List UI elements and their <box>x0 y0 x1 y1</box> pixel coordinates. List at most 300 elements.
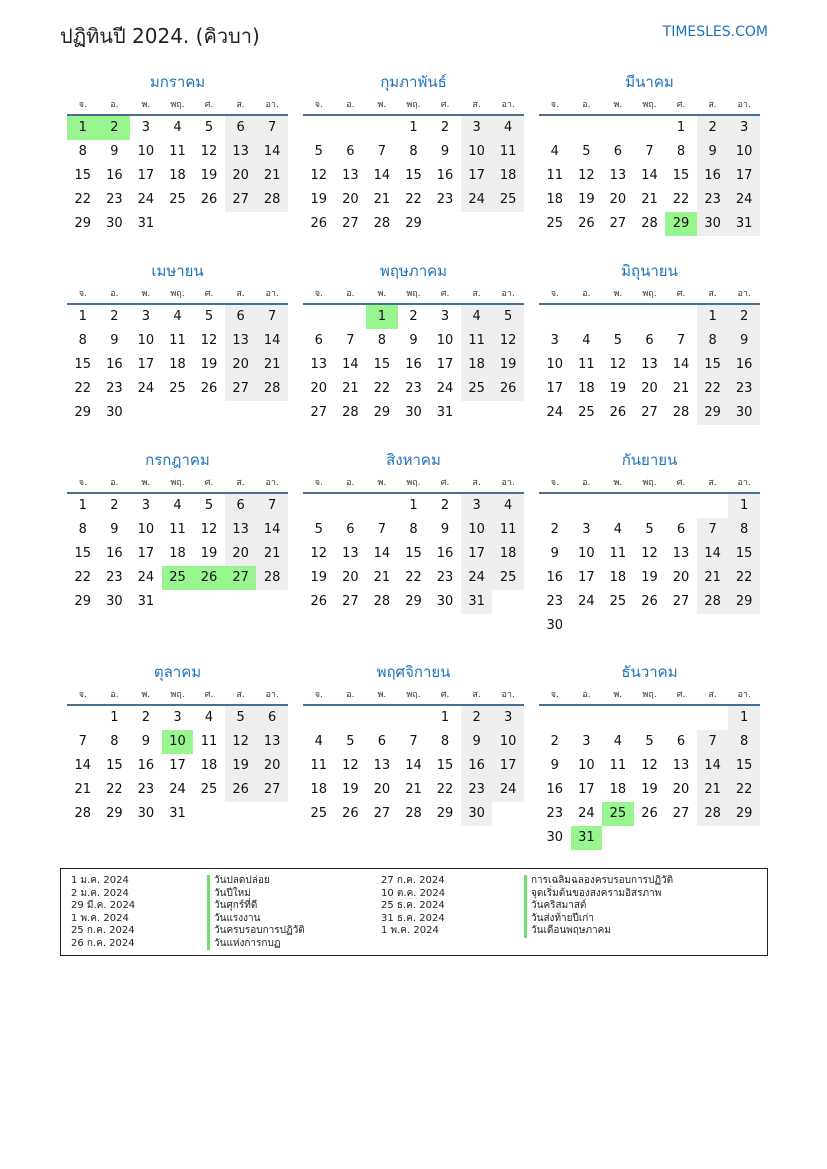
day-cell: 23 <box>106 381 123 396</box>
day-cell: 16 <box>405 357 422 372</box>
day-cell: 4 <box>492 494 524 518</box>
day-cell: 21 <box>672 381 690 396</box>
empty-cell <box>602 706 634 730</box>
day-cell: 27 <box>373 806 391 821</box>
day-cell: 30 <box>546 618 564 633</box>
day-cell: 25 <box>169 381 186 396</box>
weekday-label: ส. <box>236 690 245 700</box>
day-cell: 29 <box>106 806 123 821</box>
day-cell: 20 <box>672 570 690 585</box>
holiday-names-right <box>524 875 673 938</box>
day-cell: 15 <box>74 168 92 183</box>
day-cell: 25 <box>609 594 627 609</box>
day-cell: 12 <box>492 329 524 353</box>
weekday-label: พ. <box>613 478 623 488</box>
day-cell: 8 <box>78 333 87 348</box>
day-cell: 30 <box>106 594 123 609</box>
day-cell: 12 <box>200 522 218 537</box>
weekday-label: ศ. <box>440 289 450 299</box>
empty-cell <box>303 116 335 140</box>
day-cell: 3 <box>550 333 559 348</box>
day-cell: 5 <box>204 309 214 324</box>
day-cell: 21 <box>405 782 422 797</box>
month-calendar <box>67 448 288 614</box>
empty-cell <box>335 494 367 518</box>
day-cell: 6 <box>645 333 654 348</box>
weekday-label: อา. <box>501 690 515 700</box>
day-cell: 2 <box>440 498 450 513</box>
day-cell: 17 <box>137 168 155 183</box>
weekday-label: พ. <box>141 690 151 700</box>
day-cell: 27 <box>256 778 288 802</box>
day-cell: 10 <box>137 522 155 537</box>
day-cell: 28 <box>697 802 729 826</box>
month-calendar <box>67 259 288 425</box>
day-cell: 8 <box>728 730 760 754</box>
day-cell: 12 <box>200 333 218 348</box>
weekday-header <box>67 94 288 116</box>
day-cell: 2 <box>110 498 119 513</box>
day-cell: 3 <box>141 309 151 324</box>
day-cell: 22 <box>728 778 760 802</box>
day-cell: 7 <box>256 494 288 518</box>
day-cell: 6 <box>613 144 623 159</box>
day-cell: 16 <box>461 754 493 778</box>
day-cell: 22 <box>106 782 123 797</box>
day-cell: 5 <box>314 144 323 159</box>
day-cell: 23 <box>461 778 493 802</box>
day-cell: 15 <box>728 754 760 778</box>
day-cell: 24 <box>461 566 493 590</box>
day-cell: 11 <box>609 546 627 561</box>
weekday-label: พ. <box>377 100 387 110</box>
day-cell: 7 <box>676 333 686 348</box>
day-cell: 29 <box>405 594 422 609</box>
day-cell: 17 <box>578 570 595 585</box>
day-cell: 27 <box>641 405 658 420</box>
day-cell: 20 <box>373 782 391 797</box>
day-cell: 31 <box>169 806 186 821</box>
day-cell: 10 <box>578 546 595 561</box>
holiday-day: 1 <box>366 305 398 329</box>
weekday-label: ศ. <box>676 100 686 110</box>
weekday-label: ส. <box>236 478 245 488</box>
day-cell: 10 <box>492 730 524 754</box>
day-cell: 23 <box>106 192 123 207</box>
day-cell: 19 <box>310 192 328 207</box>
day-cell: 28 <box>74 806 92 821</box>
day-cell: 30 <box>106 216 123 231</box>
day-cell: 17 <box>436 357 454 372</box>
day-cell: 15 <box>405 168 422 183</box>
days-grid <box>67 305 288 425</box>
day-cell: 4 <box>613 734 623 749</box>
holiday-name: วันปีใหม่ <box>207 888 305 901</box>
weekday-label: พ. <box>141 478 151 488</box>
day-cell: 30 <box>546 830 564 845</box>
weekday-header <box>303 472 524 494</box>
day-cell: 9 <box>697 140 729 164</box>
day-cell: 3 <box>141 120 151 135</box>
weekday-label: อา. <box>501 100 515 110</box>
holiday-day: 10 <box>162 730 194 754</box>
day-cell: 30 <box>436 594 454 609</box>
day-cell: 23 <box>546 806 564 821</box>
weekday-header <box>67 684 288 706</box>
weekday-label: อา. <box>737 289 751 299</box>
day-cell: 17 <box>546 381 564 396</box>
holiday-dates-right <box>381 875 445 938</box>
day-cell: 12 <box>342 758 359 773</box>
day-cell: 10 <box>137 144 155 159</box>
day-cell: 2 <box>141 710 151 725</box>
day-cell: 5 <box>613 333 623 348</box>
days-grid <box>67 116 288 236</box>
days-grid <box>539 116 760 236</box>
day-cell: 16 <box>436 168 454 183</box>
day-cell: 8 <box>409 144 418 159</box>
weekday-label: อา. <box>737 690 751 700</box>
day-cell: 9 <box>440 522 450 537</box>
day-cell: 30 <box>405 405 422 420</box>
day-cell: 4 <box>613 522 623 537</box>
site-link[interactable]: TIMESLES.COM <box>662 24 768 40</box>
day-cell: 23 <box>546 594 564 609</box>
holiday-day: 26 <box>193 566 225 590</box>
weekday-label: พฤ. <box>642 690 657 700</box>
day-cell: 6 <box>377 734 387 749</box>
day-cell: 1 <box>440 710 450 725</box>
weekday-label: อ. <box>582 478 591 488</box>
day-cell: 18 <box>169 357 186 372</box>
day-cell: 18 <box>492 542 524 566</box>
weekday-label: พ. <box>377 289 387 299</box>
day-cell: 13 <box>609 168 627 183</box>
day-cell: 29 <box>728 590 760 614</box>
day-cell: 25 <box>546 216 564 231</box>
day-cell: 11 <box>461 329 493 353</box>
weekday-header <box>303 94 524 116</box>
weekday-header <box>67 472 288 494</box>
day-cell: 9 <box>440 144 450 159</box>
day-cell: 2 <box>550 734 559 749</box>
day-cell: 9 <box>141 734 151 749</box>
day-cell: 15 <box>373 357 391 372</box>
weekday-label: อ. <box>582 690 591 700</box>
holiday-date: 1 พ.ค. 2024 <box>381 925 439 936</box>
day-cell: 18 <box>169 546 186 561</box>
day-cell: 26 <box>578 216 595 231</box>
day-cell: 21 <box>342 381 359 396</box>
day-cell: 10 <box>728 140 760 164</box>
day-cell: 3 <box>440 309 450 324</box>
day-cell: 10 <box>436 333 454 348</box>
day-cell: 24 <box>578 594 595 609</box>
holiday-name: วันแห่งการกบฏ <box>207 938 305 951</box>
weekday-label: พฤ. <box>642 100 657 110</box>
day-cell: 16 <box>728 353 760 377</box>
day-cell: 27 <box>225 188 257 212</box>
holiday-date: 1 ม.ค. 2024 <box>71 875 129 886</box>
weekday-label: ศ. <box>440 100 450 110</box>
day-cell: 13 <box>342 168 359 183</box>
day-cell: 18 <box>310 782 328 797</box>
weekday-header <box>539 283 760 305</box>
day-cell: 11 <box>546 168 564 183</box>
holiday-day: 1 <box>67 116 99 140</box>
day-cell: 8 <box>409 522 418 537</box>
day-cell: 4 <box>550 144 559 159</box>
day-cell: 24 <box>546 405 564 420</box>
day-cell: 11 <box>492 140 524 164</box>
day-cell: 24 <box>137 192 155 207</box>
month-calendar <box>539 660 760 850</box>
day-cell: 1 <box>697 305 729 329</box>
day-cell: 13 <box>672 546 690 561</box>
weekday-label: จ. <box>78 478 87 488</box>
day-cell: 18 <box>461 353 493 377</box>
day-cell: 13 <box>225 140 257 164</box>
empty-cell <box>634 706 666 730</box>
holiday-date: 2 ม.ค. 2024 <box>71 887 129 899</box>
day-cell: 17 <box>578 782 595 797</box>
day-cell: 17 <box>461 542 493 566</box>
weekday-label: ส. <box>472 289 481 299</box>
day-cell: 25 <box>169 192 186 207</box>
day-cell: 25 <box>492 188 524 212</box>
day-cell: 26 <box>200 192 218 207</box>
day-cell: 24 <box>137 381 155 396</box>
day-cell: 29 <box>728 802 760 826</box>
day-cell: 31 <box>137 594 155 609</box>
day-cell: 5 <box>492 305 524 329</box>
day-cell: 26 <box>641 594 658 609</box>
weekday-label: อา. <box>501 478 515 488</box>
day-cell: 27 <box>342 216 359 231</box>
day-cell: 8 <box>78 522 87 537</box>
day-cell: 12 <box>641 758 658 773</box>
weekday-label: จ. <box>78 100 87 110</box>
day-cell: 19 <box>225 754 257 778</box>
day-cell: 12 <box>200 144 218 159</box>
month-name: ธันวาคม <box>621 663 678 681</box>
empty-cell <box>398 706 430 730</box>
day-cell: 21 <box>697 566 729 590</box>
day-cell: 18 <box>578 381 595 396</box>
day-cell: 5 <box>204 120 214 135</box>
day-cell: 14 <box>256 329 288 353</box>
day-cell: 6 <box>225 305 257 329</box>
day-cell: 11 <box>609 758 627 773</box>
day-cell: 1 <box>110 710 119 725</box>
day-cell: 30 <box>461 802 493 826</box>
day-cell: 11 <box>578 357 595 372</box>
month-name: กันยายน <box>621 451 678 469</box>
month-name: มกราคม <box>149 73 206 91</box>
empty-cell <box>571 706 603 730</box>
weekday-label: อ. <box>110 690 119 700</box>
weekday-header <box>303 283 524 305</box>
weekday-label: พฤ. <box>406 478 421 488</box>
weekday-label: อ. <box>346 100 355 110</box>
day-cell: 18 <box>546 192 564 207</box>
day-cell: 28 <box>405 806 422 821</box>
day-cell: 14 <box>373 546 391 561</box>
day-cell: 14 <box>256 518 288 542</box>
day-cell: 14 <box>74 758 92 773</box>
day-cell: 2 <box>697 116 729 140</box>
month-calendar <box>303 660 524 826</box>
day-cell: 3 <box>492 706 524 730</box>
day-cell: 27 <box>310 405 328 420</box>
weekday-label: จ. <box>550 100 559 110</box>
weekday-label: จ. <box>314 289 323 299</box>
day-cell: 13 <box>641 357 658 372</box>
day-cell: 26 <box>310 216 328 231</box>
empty-cell <box>335 116 367 140</box>
holiday-day: 2 <box>99 116 131 140</box>
weekday-label: อ. <box>346 289 355 299</box>
weekday-header <box>539 94 760 116</box>
day-cell: 16 <box>106 357 123 372</box>
empty-cell <box>303 706 335 730</box>
day-cell: 6 <box>676 734 686 749</box>
empty-cell <box>571 305 603 329</box>
day-cell: 11 <box>169 144 186 159</box>
day-cell: 18 <box>200 758 218 773</box>
day-cell: 25 <box>492 566 524 590</box>
day-cell: 10 <box>137 333 155 348</box>
day-cell: 9 <box>550 758 559 773</box>
day-cell: 25 <box>461 377 493 401</box>
day-cell: 23 <box>106 570 123 585</box>
empty-cell <box>303 305 335 329</box>
day-cell: 11 <box>310 758 328 773</box>
holiday-name: วันศุกร์ที่ดี <box>207 900 305 913</box>
day-cell: 27 <box>672 594 690 609</box>
holiday-day: 25 <box>602 802 634 826</box>
month-calendar <box>539 70 760 236</box>
holiday-date: 25 ก.ค. 2024 <box>71 925 135 936</box>
day-cell: 30 <box>728 401 760 425</box>
month-name: มิถุนายน <box>621 262 678 280</box>
day-cell: 7 <box>256 305 288 329</box>
day-cell: 6 <box>314 333 323 348</box>
empty-cell <box>366 116 398 140</box>
weekday-label: ส. <box>472 478 481 488</box>
day-cell: 4 <box>173 309 182 324</box>
weekday-label: พฤ. <box>170 289 185 299</box>
holiday-day: 27 <box>225 566 257 590</box>
day-cell: 19 <box>492 353 524 377</box>
day-cell: 21 <box>74 782 92 797</box>
day-cell: 4 <box>461 305 493 329</box>
days-grid <box>539 706 760 850</box>
day-cell: 9 <box>409 333 418 348</box>
day-cell: 29 <box>74 405 92 420</box>
day-cell: 15 <box>74 357 92 372</box>
empty-cell <box>665 494 697 518</box>
day-cell: 20 <box>641 381 658 396</box>
days-grid <box>539 305 760 425</box>
weekday-label: อ. <box>110 100 119 110</box>
weekday-label: จ. <box>314 100 323 110</box>
day-cell: 23 <box>436 570 454 585</box>
day-cell: 24 <box>578 806 595 821</box>
day-cell: 29 <box>74 216 92 231</box>
day-cell: 13 <box>672 758 690 773</box>
weekday-label: พ. <box>141 289 151 299</box>
day-cell: 5 <box>204 498 214 513</box>
day-cell: 22 <box>74 192 92 207</box>
day-cell: 9 <box>110 522 119 537</box>
day-cell: 10 <box>461 518 493 542</box>
weekday-label: พ. <box>141 100 151 110</box>
weekday-label: อา. <box>737 100 751 110</box>
holiday-list <box>60 868 768 956</box>
day-cell: 23 <box>728 377 760 401</box>
day-cell: 29 <box>436 806 454 821</box>
empty-cell <box>697 494 729 518</box>
day-cell: 8 <box>440 734 450 749</box>
day-cell: 1 <box>676 120 686 135</box>
day-cell: 8 <box>377 333 387 348</box>
weekday-label: ส. <box>236 100 245 110</box>
day-cell: 1 <box>78 309 87 324</box>
holiday-name: วันคริสมาสต์ <box>524 900 673 913</box>
day-cell: 21 <box>256 353 288 377</box>
day-cell: 4 <box>173 498 182 513</box>
weekday-label: พฤ. <box>170 690 185 700</box>
month-name: พฤษภาคม <box>379 262 448 280</box>
day-cell: 19 <box>310 570 328 585</box>
holiday-day: 31 <box>571 826 603 850</box>
day-cell: 26 <box>310 594 328 609</box>
day-cell: 5 <box>645 522 654 537</box>
day-cell: 4 <box>582 333 591 348</box>
day-cell: 16 <box>106 168 123 183</box>
month-calendar <box>539 448 760 638</box>
day-cell: 18 <box>609 782 627 797</box>
day-cell: 15 <box>728 542 760 566</box>
month-name: ตุลาคม <box>153 663 202 681</box>
day-cell: 2 <box>440 120 450 135</box>
day-cell: 8 <box>728 518 760 542</box>
day-cell: 29 <box>373 405 391 420</box>
day-cell: 19 <box>200 168 218 183</box>
day-cell: 27 <box>225 377 257 401</box>
empty-cell <box>366 494 398 518</box>
day-cell: 24 <box>492 778 524 802</box>
day-cell: 31 <box>461 590 493 614</box>
holiday-date: 10 ต.ค. 2024 <box>381 887 446 899</box>
day-cell: 31 <box>137 216 155 231</box>
day-cell: 11 <box>492 518 524 542</box>
holiday-day: 29 <box>665 212 697 236</box>
day-cell: 30 <box>137 806 155 821</box>
day-cell: 12 <box>609 357 627 372</box>
day-cell: 19 <box>641 570 658 585</box>
day-cell: 22 <box>405 570 422 585</box>
weekday-label: พ. <box>613 690 623 700</box>
weekday-label: อา. <box>501 289 515 299</box>
day-cell: 6 <box>225 494 257 518</box>
empty-cell <box>602 116 634 140</box>
day-cell: 15 <box>672 168 690 183</box>
weekday-label: ส. <box>708 478 717 488</box>
day-cell: 5 <box>645 734 654 749</box>
day-cell: 13 <box>256 730 288 754</box>
